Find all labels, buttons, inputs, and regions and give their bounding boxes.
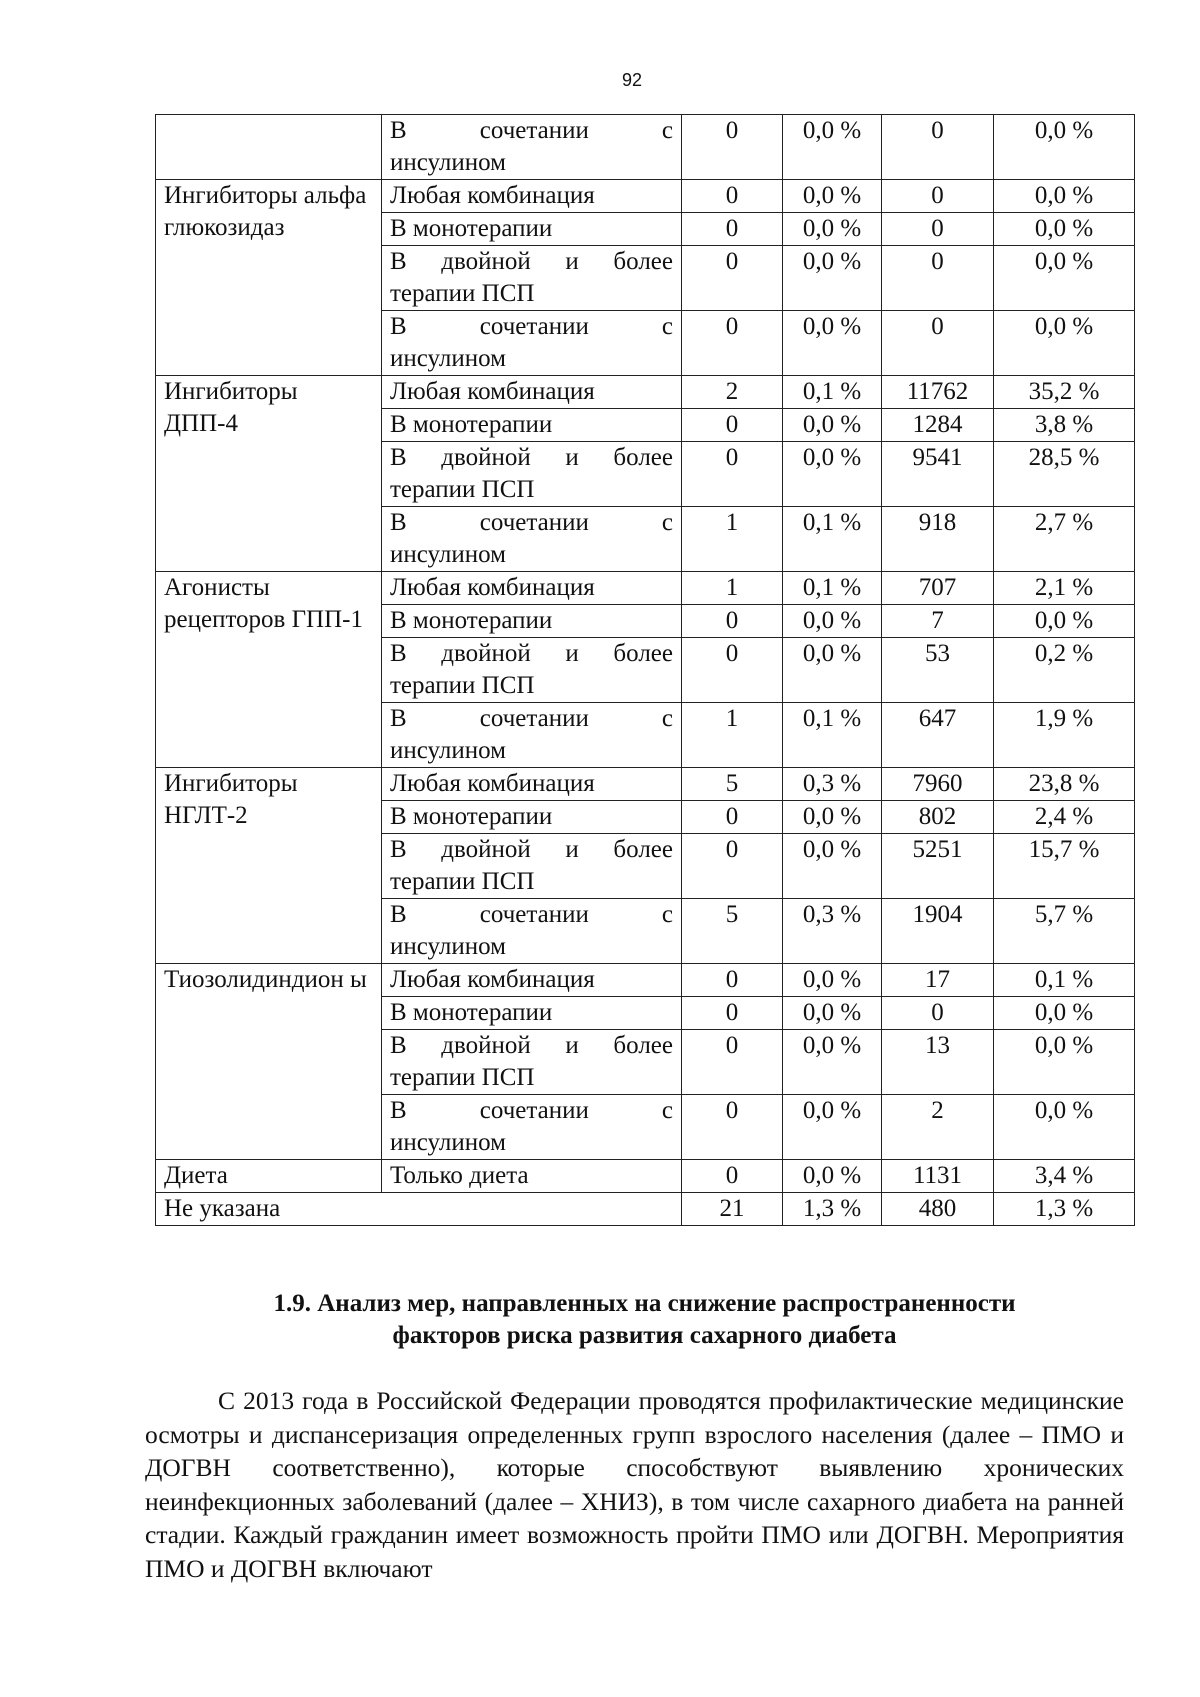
percent-cell-2: 23,8 % (994, 768, 1135, 801)
count-cell-1: 0 (682, 638, 783, 703)
count-cell-2: 0 (882, 997, 994, 1030)
percent-cell-1: 0,0 % (783, 1030, 882, 1095)
percent-cell-1: 0,1 % (783, 572, 882, 605)
count-cell-2: 0 (882, 213, 994, 246)
percent-cell-2: 35,2 % (994, 376, 1135, 409)
count-cell-1: 0 (682, 246, 783, 311)
percent-cell-2: 0,0 % (994, 311, 1135, 376)
therapy-type-cell (382, 311, 682, 376)
table-row (156, 1160, 1135, 1193)
count-cell-1: 2 (682, 376, 783, 409)
count-cell-2: 2 (882, 1095, 994, 1160)
percent-cell-2: 0,0 % (994, 115, 1135, 180)
percent-cell-1: 0,0 % (783, 311, 882, 376)
therapy-type-line: Любая комбинация (390, 770, 595, 797)
percent-cell-2: 0,0 % (994, 1030, 1135, 1095)
count-cell-2: 1131 (882, 1160, 994, 1193)
therapy-type-line: В двойной и более (390, 1032, 673, 1059)
percent-cell-2: 0,2 % (994, 638, 1135, 703)
percent-cell-1: 0,0 % (783, 1095, 882, 1160)
percent-cell-1: 1,3 % (783, 1193, 882, 1226)
therapy-type-line: В монотерапии (390, 411, 553, 438)
percent-cell-2: 28,5 % (994, 442, 1135, 507)
therapy-type-cell (382, 376, 682, 409)
percent-cell-2: 3,8 % (994, 409, 1135, 442)
percent-cell-2: 1,3 % (994, 1193, 1135, 1226)
group-cell: Диета (156, 1160, 382, 1193)
therapy-type-cell (382, 1030, 682, 1095)
therapy-type-cell (382, 964, 682, 997)
count-cell-2: 647 (882, 703, 994, 768)
count-cell-1: 0 (682, 409, 783, 442)
percent-cell-2: 0,0 % (994, 246, 1135, 311)
therapy-type-line: В сочетании с (390, 509, 673, 536)
percent-cell-2: 5,7 % (994, 899, 1135, 964)
therapy-type-cell (382, 899, 682, 964)
percent-cell-2: 0,0 % (994, 1095, 1135, 1160)
therapy-type-line: В сочетании с (390, 313, 673, 340)
body-paragraph: С 2013 года в Российской Федерации проводятся профилактические медицинские осмотры и диспансеризация определенных групп взрослого населения (далее – ПМО и ДОГВН соответственно), которые способствуют выявлению хронических неинфекционных заболеваний (далее – ХНИЗ), в том числе сахарного диабета на ранней стадии. Каждый гражданин имеет возможность пройти ПМО или ДОГВН. Мероприятия ПМО и ДОГВН включают (145, 1386, 1124, 1583)
percent-cell-1: 0,1 % (783, 507, 882, 572)
percent-cell-2: 3,4 % (994, 1160, 1135, 1193)
therapy-type-cell (382, 572, 682, 605)
count-cell-2: 0 (882, 180, 994, 213)
group-cell: Тиозолидиндион ы (156, 964, 382, 1160)
therapy-type-line: В двойной и более (390, 248, 673, 275)
percent-cell-1: 0,3 % (783, 899, 882, 964)
percent-cell-1: 0,1 % (783, 703, 882, 768)
therapy-type-cell (382, 246, 682, 311)
count-cell-2: 7960 (882, 768, 994, 801)
table-row (156, 964, 1135, 997)
count-cell-1: 5 (682, 768, 783, 801)
count-cell-1: 0 (682, 605, 783, 638)
percent-cell-1: 0,0 % (783, 801, 882, 834)
percent-cell-1: 0,0 % (783, 1160, 882, 1193)
therapy-type-cell (382, 115, 682, 180)
therapy-type-line: Любая комбинация (390, 574, 595, 601)
therapy-type-line: В монотерапии (390, 803, 553, 830)
percent-cell-1: 0,0 % (783, 115, 882, 180)
count-cell-2: 13 (882, 1030, 994, 1095)
therapy-type-line: терапии ПСП (390, 672, 535, 699)
percent-cell-2: 0,1 % (994, 964, 1135, 997)
therapy-type-line: В сочетании с (390, 901, 673, 928)
table-row (156, 180, 1135, 213)
therapy-type-cell (382, 507, 682, 572)
percent-cell-2: 1,9 % (994, 703, 1135, 768)
percent-cell-2: 2,4 % (994, 801, 1135, 834)
therapy-type-cell (382, 409, 682, 442)
count-cell-2: 0 (882, 311, 994, 376)
therapy-type-line: терапии ПСП (390, 280, 535, 307)
percent-cell-1: 0,0 % (783, 180, 882, 213)
count-cell-2: 7 (882, 605, 994, 638)
count-cell-1: 21 (682, 1193, 783, 1226)
therapy-type-line: инсулином (390, 149, 507, 176)
table-row (156, 115, 1135, 180)
percent-cell-1: 0,0 % (783, 442, 882, 507)
count-cell-1: 0 (682, 1030, 783, 1095)
table-row (156, 768, 1135, 801)
group-cell: Не указана (156, 1193, 682, 1226)
count-cell-2: 1904 (882, 899, 994, 964)
count-cell-2: 5251 (882, 834, 994, 899)
count-cell-1: 0 (682, 997, 783, 1030)
group-cell (156, 115, 382, 180)
percent-cell-1: 0,0 % (783, 605, 882, 638)
therapy-type-line: Любая комбинация (390, 182, 595, 209)
count-cell-2: 0 (882, 246, 994, 311)
therapy-type-line: Любая комбинация (390, 966, 595, 993)
therapy-type-cell (382, 834, 682, 899)
group-cell: Ингибиторы НГЛТ-2 (156, 768, 382, 964)
percent-cell-2: 0,0 % (994, 605, 1135, 638)
therapy-type-cell (382, 768, 682, 801)
count-cell-2: 480 (882, 1193, 994, 1226)
therapy-type-line: терапии ПСП (390, 868, 535, 895)
page-number: 92 (621, 70, 643, 90)
table-body (156, 115, 1135, 1226)
therapy-type-line: В двойной и более (390, 444, 673, 471)
percent-cell-1: 0,0 % (783, 964, 882, 997)
therapy-type-line: инсулином (390, 1129, 507, 1156)
therapy-type-line: инсулином (390, 737, 507, 764)
therapy-type-line: В двойной и более (390, 640, 673, 667)
therapy-type-line: терапии ПСП (390, 476, 535, 503)
percent-cell-1: 0,0 % (783, 834, 882, 899)
count-cell-2: 11762 (882, 376, 994, 409)
count-cell-1: 0 (682, 1160, 783, 1193)
table-row (156, 572, 1135, 605)
count-cell-2: 918 (882, 507, 994, 572)
therapy-type-line: В сочетании с (390, 117, 673, 144)
percent-cell-1: 0,1 % (783, 376, 882, 409)
percent-cell-1: 0,0 % (783, 638, 882, 703)
percent-cell-2: 2,7 % (994, 507, 1135, 572)
therapy-type-cell (382, 1160, 682, 1193)
therapy-type-line: Только диета (390, 1162, 529, 1189)
group-cell: Агонисты рецепторов ГПП-1 (156, 572, 382, 768)
therapy-type-line: инсулином (390, 345, 507, 372)
section-heading-line-2: факторов риска развития сахарного диабета (392, 1322, 897, 1349)
therapy-type-line: В сочетании с (390, 705, 673, 732)
percent-cell-1: 0,0 % (783, 409, 882, 442)
therapy-type-line: В двойной и более (390, 836, 673, 863)
therapy-type-line: инсулином (390, 933, 507, 960)
therapy-type-cell (382, 801, 682, 834)
group-cell: Ингибиторы ДПП-4 (156, 376, 382, 572)
therapy-table (155, 114, 1135, 1226)
percent-cell-1: 0,0 % (783, 213, 882, 246)
count-cell-2: 0 (882, 115, 994, 180)
therapy-type-cell (382, 1095, 682, 1160)
therapy-type-line: В монотерапии (390, 607, 553, 634)
therapy-type-cell (382, 180, 682, 213)
count-cell-2: 53 (882, 638, 994, 703)
percent-cell-2: 0,0 % (994, 180, 1135, 213)
count-cell-1: 0 (682, 801, 783, 834)
count-cell-2: 17 (882, 964, 994, 997)
therapy-type-line: Любая комбинация (390, 378, 595, 405)
percent-cell-2: 0,0 % (994, 997, 1135, 1030)
therapy-type-cell (382, 442, 682, 507)
therapy-type-line: В монотерапии (390, 215, 553, 242)
therapy-type-line: инсулином (390, 541, 507, 568)
count-cell-1: 1 (682, 507, 783, 572)
section-heading (155, 1288, 1134, 1352)
count-cell-1: 5 (682, 899, 783, 964)
count-cell-2: 9541 (882, 442, 994, 507)
section-heading-line-1: 1.9. Анализ мер, направленных на снижение распространенности (273, 1290, 1016, 1317)
group-cell: Ингибиторы альфа глюкозидаз (156, 180, 382, 376)
therapy-type-line: В сочетании с (390, 1097, 673, 1124)
count-cell-2: 707 (882, 572, 994, 605)
therapy-type-cell (382, 997, 682, 1030)
count-cell-1: 0 (682, 1095, 783, 1160)
percent-cell-1: 0,3 % (783, 768, 882, 801)
count-cell-1: 0 (682, 213, 783, 246)
count-cell-1: 0 (682, 442, 783, 507)
count-cell-1: 0 (682, 311, 783, 376)
percent-cell-1: 0,0 % (783, 246, 882, 311)
therapy-type-cell (382, 638, 682, 703)
therapy-type-line: терапии ПСП (390, 1064, 535, 1091)
count-cell-2: 802 (882, 801, 994, 834)
therapy-type-cell (382, 605, 682, 638)
therapy-type-line: В монотерапии (390, 999, 553, 1026)
percent-cell-2: 2,1 % (994, 572, 1135, 605)
count-cell-1: 1 (682, 703, 783, 768)
percent-cell-2: 15,7 % (994, 834, 1135, 899)
count-cell-1: 1 (682, 572, 783, 605)
count-cell-1: 0 (682, 964, 783, 997)
therapy-type-cell (382, 703, 682, 768)
count-cell-1: 0 (682, 115, 783, 180)
table-row (156, 376, 1135, 409)
therapy-type-cell (382, 213, 682, 246)
percent-cell-1: 0,0 % (783, 997, 882, 1030)
count-cell-2: 1284 (882, 409, 994, 442)
table-row (156, 1193, 1135, 1226)
percent-cell-2: 0,0 % (994, 213, 1135, 246)
count-cell-1: 0 (682, 180, 783, 213)
count-cell-1: 0 (682, 834, 783, 899)
